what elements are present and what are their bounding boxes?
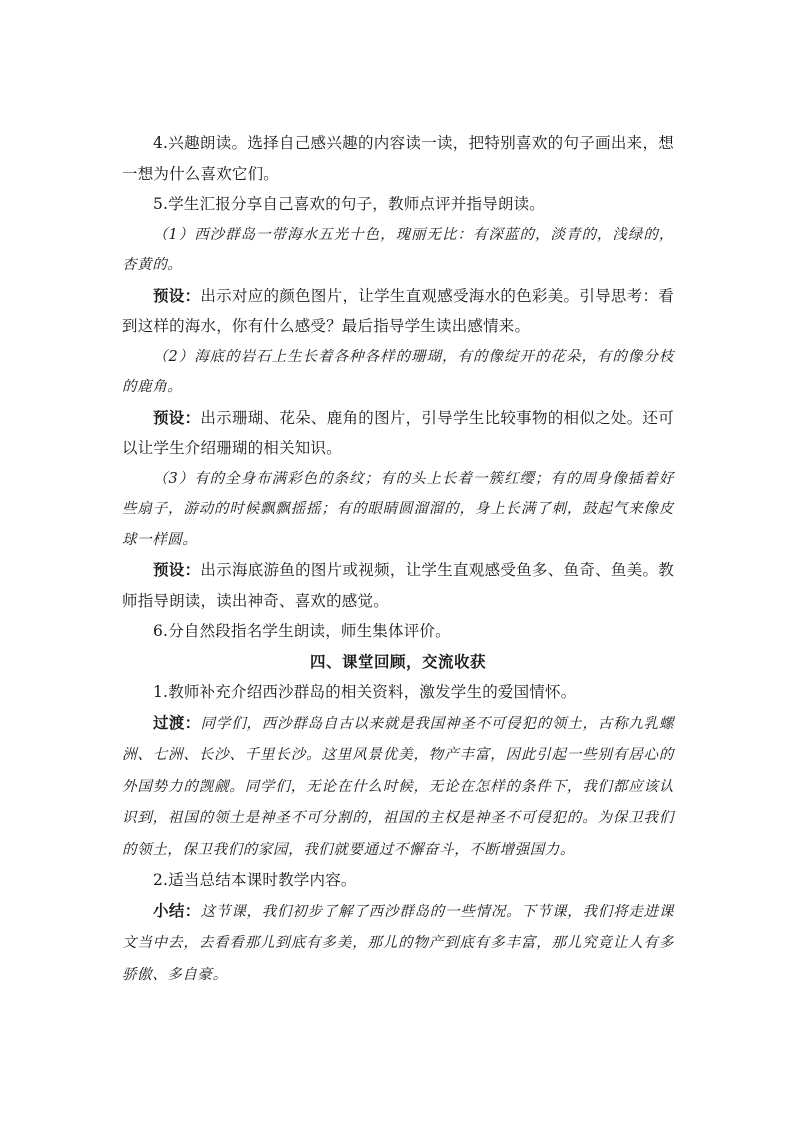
quote-fish: （3）有的全身布满彩色的条纹；有的头上长着一簇红缨；有的周身像插着好些扇子，游动的时候飘飘摇摇；有的眼睛圆溜溜的，身上长满了刺，鼓起气来像皮球一样圆。 xyxy=(122,470,674,548)
preset-sea-colors xyxy=(122,281,674,342)
preset-text: 出示海底游鱼的图片或视频，让学生直观感受鱼多、鱼奇、鱼美。教师指导朗读，读出神奇、喜欢的感觉。 xyxy=(122,561,674,610)
paragraph-read-aloud: 6.分自然段指名学生朗读，师生集体评价。 xyxy=(153,622,451,640)
paragraph-interest-reading: 4.兴趣朗读。选择自己感兴趣的内容读一读，把特别喜欢的句子画出来，想一想为什么喜欢它们。 xyxy=(122,134,674,183)
transition-label: 过渡： xyxy=(153,712,201,732)
transition-paragraph xyxy=(122,708,674,866)
preset-label: 预设： xyxy=(153,560,201,579)
paragraph-teacher-intro: 1.教师补充介绍西沙群岛的相关资料，激发学生的爱国情怀。 xyxy=(153,683,577,701)
transition-text: 同学们，西沙群岛自古以来就是我国神圣不可侵犯的领土，古称九乳螺洲、七洲、长沙、千里长沙。这里风景优美，物产丰富，因此引起一些别有居心的外国势力的觊觎。同学们，无论在什么时候，无论在怎样的条件下，我们都应该认识到，祖国的领土是神圣不可分割的，祖国的主权是神圣不可侵犯的。为保卫我们的领土，保卫我们的家园，我们就要通过不懈奋斗，不断增强国力。 xyxy=(122,715,674,858)
preset-coral xyxy=(122,403,674,464)
document-page xyxy=(122,128,674,990)
preset-fish xyxy=(122,555,674,616)
paragraph-student-report: 5.学生汇报分享自己喜欢的句子，教师点评并指导朗读。 xyxy=(153,195,545,213)
quote-coral: （2）海底的岩石上生长着各种各样的珊瑚，有的像绽开的花朵，有的像分枝的鹿角。 xyxy=(122,348,674,395)
quote-sea-colors: （1）西沙群岛一带海水五光十色，瑰丽无比：有深蓝的，淡青的，浅绿的，杏黄的。 xyxy=(122,226,674,273)
summary-paragraph xyxy=(122,896,674,991)
section-heading: 四、课堂回顾，交流收获 xyxy=(309,651,486,671)
preset-text: 出示珊瑚、花朵、鹿角的图片，引导学生比较事物的相似之处。还可以让学生介绍珊瑚的相关知识。 xyxy=(122,408,674,457)
preset-text: 出示对应的颜色图片，让学生直观感受海水的色彩美。引导思考：看到这样的海水，你有什么感受？最后指导学生读出感情来。 xyxy=(122,286,674,335)
paragraph-summary-intro: 2.适当总结本课时教学内容。 xyxy=(153,871,357,889)
summary-text: 这节课，我们初步了解了西沙群岛的一些情况。下节课，我们将走进课文当中去，去看看那儿到底有多美，那儿的物产到底有多丰富，那儿究竟让人有多骄傲、多自豪。 xyxy=(122,903,674,983)
preset-label: 预设： xyxy=(153,285,201,305)
summary-label: 小结： xyxy=(153,900,201,920)
preset-label: 预设： xyxy=(153,407,201,427)
